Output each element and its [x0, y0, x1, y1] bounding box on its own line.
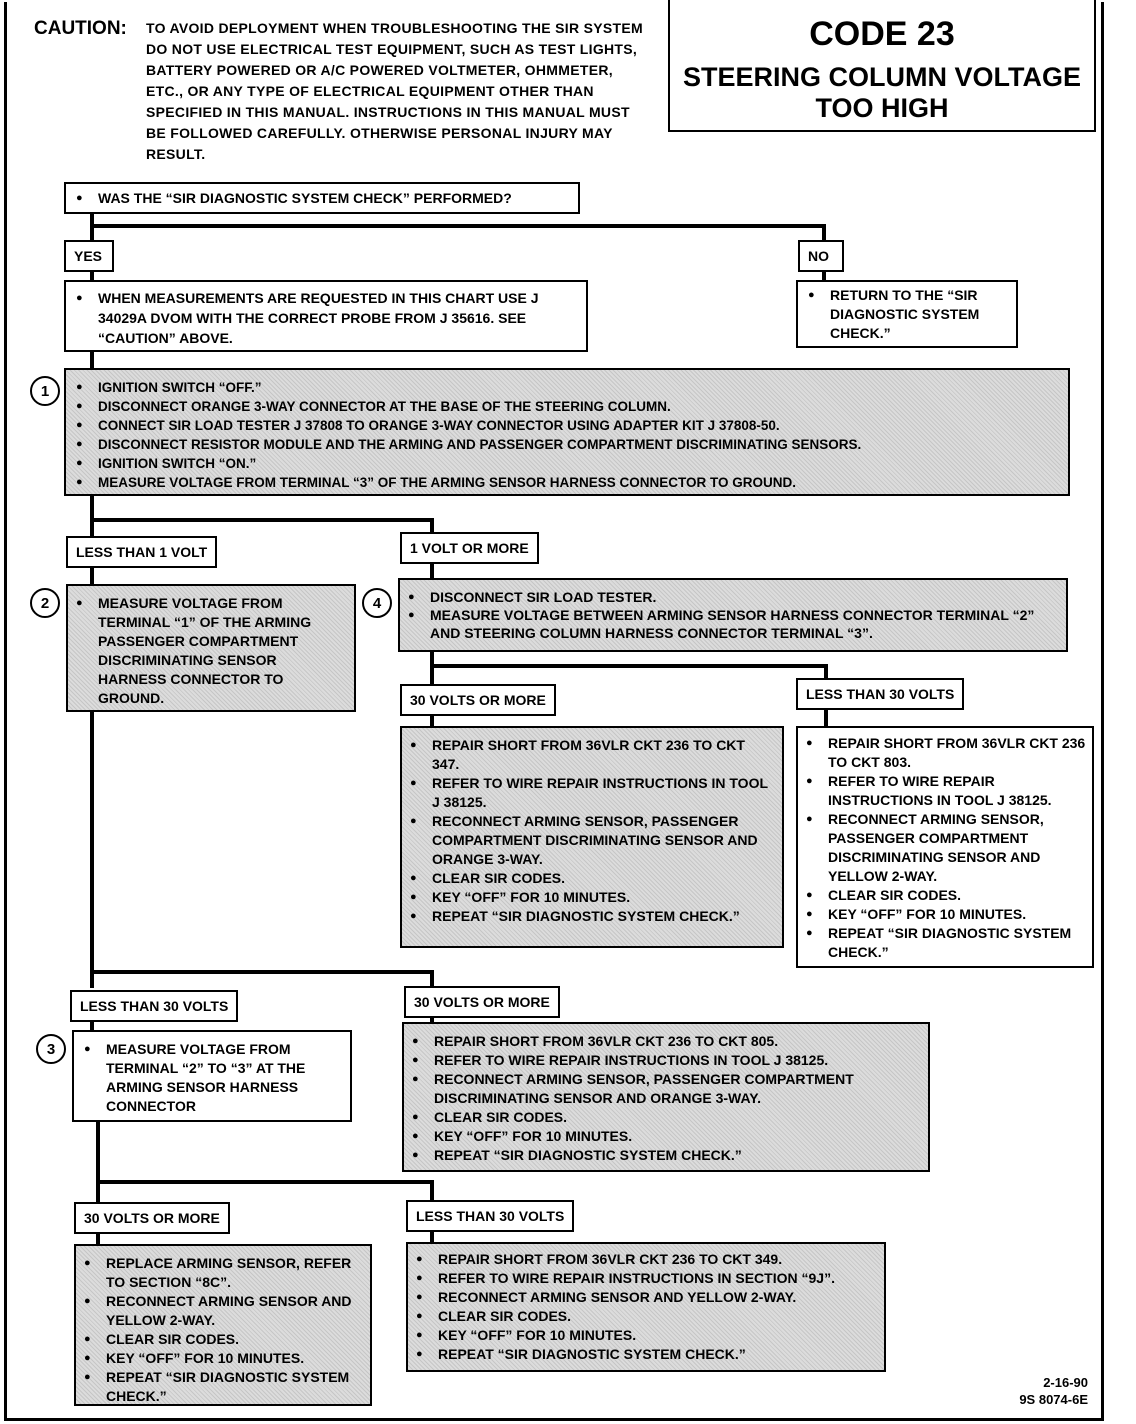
step-1-box: [64, 368, 1070, 496]
repair-item: ● KEY “OFF” FOR 10 MINUTES.: [408, 888, 776, 907]
step-3-low-voltage-repair-box: [406, 1242, 886, 1372]
repair-item: ● REPAIR SHORT FROM 36VLR CKT 236 TO CKT 805.: [410, 1032, 922, 1051]
repair-item: ● KEY “OFF” FOR 10 MINUTES.: [804, 905, 1086, 924]
repair-item: ● CLEAR SIR CODES.: [414, 1307, 878, 1326]
repair-item: ● RECONNECT ARMING SENSOR, PASSENGER COMPARTMENT DISCRIMINATING SENSOR AND ORANGE 3-WAY.: [408, 812, 776, 869]
repair-item: ● REPLACE ARMING SENSOR, REFER TO SECTION “8C”.: [82, 1254, 364, 1292]
label-1-volt-or-more: 1 VOLT OR MORE: [400, 532, 539, 564]
step-1-item: ● MEASURE VOLTAGE FROM TERMINAL “3” OF THE ARMING SENSOR HARNESS CONNECTOR TO GROUND.: [74, 473, 1060, 492]
repair-item: ● REPEAT “SIR DIAGNOSTIC SYSTEM CHECK.”: [82, 1368, 364, 1406]
repair-item: ● REPEAT “SIR DIAGNOSTIC SYSTEM CHECK.”: [408, 907, 776, 926]
repair-item: ● KEY “OFF” FOR 10 MINUTES.: [414, 1326, 878, 1345]
repair-item: ● CLEAR SIR CODES.: [410, 1108, 922, 1127]
repair-item: ● CLEAR SIR CODES.: [804, 886, 1086, 905]
repair-item: ● RECONNECT ARMING SENSOR AND YELLOW 2-WAY.: [82, 1292, 364, 1330]
repair-item: ● REPEAT “SIR DIAGNOSTIC SYSTEM CHECK.”: [414, 1345, 878, 1364]
label-yes: YES: [64, 240, 114, 272]
connector-line: [430, 664, 828, 668]
connector-line: [96, 1122, 100, 1204]
label-step2-less-than-30-volts: LESS THAN 30 VOLTS: [70, 990, 238, 1022]
step-1-item: ● DISCONNECT RESISTOR MODULE AND THE ARMING AND PASSENGER COMPARTMENT DISCRIMINATING SENSORS.: [74, 435, 1060, 454]
title-line-1: STEERING COLUMN VOLTAGE: [683, 62, 1081, 92]
step-1-marker: 1: [30, 376, 60, 406]
step-2-high-voltage-repair-box: [402, 1022, 930, 1172]
repair-item: ● REPEAT “SIR DIAGNOSTIC SYSTEM CHECK.”: [410, 1146, 922, 1165]
title-box: [668, 0, 1096, 132]
label-step2-30-volts-or-more: 30 VOLTS OR MORE: [404, 986, 560, 1018]
connector-line: [90, 712, 94, 988]
connector-line: [90, 350, 94, 370]
connector-line: [90, 970, 434, 974]
repair-item: ● REFER TO WIRE REPAIR INSTRUCTIONS IN TOOL J 38125.: [410, 1051, 922, 1070]
step-3-high-voltage-repair-box: [74, 1244, 372, 1406]
step-1-item: ● IGNITION SWITCH “OFF.”: [74, 378, 1060, 397]
step-4-item: ● MEASURE VOLTAGE BETWEEN ARMING SENSOR HARNESS CONNECTOR TERMINAL “2” AND STEERING COLUMN HARNESS CONNECTOR TERMINAL “3”.: [406, 606, 1060, 642]
repair-item: ● CLEAR SIR CODES.: [82, 1330, 364, 1349]
step-3-marker: 3: [36, 1034, 66, 1064]
step-3-text: ● MEASURE VOLTAGE FROM TERMINAL “2” TO “3” AT THE ARMING SENSOR HARNESS CONNECTOR: [82, 1040, 342, 1116]
repair-item: ● RECONNECT ARMING SENSOR, PASSENGER COMPARTMENT DISCRIMINATING SENSOR AND YELLOW 2-WAY.: [804, 810, 1086, 886]
step-4-box: [398, 578, 1068, 652]
repair-item: ● REPAIR SHORT FROM 36VLR CKT 236 TO CKT 347.: [408, 736, 776, 774]
step-2-marker: 2: [30, 588, 60, 618]
footer: [1019, 1374, 1088, 1408]
label-less-than-1-volt: LESS THAN 1 VOLT: [66, 536, 217, 568]
connector-line: [90, 518, 434, 522]
step-1-item: ● IGNITION SWITCH “ON.”: [74, 454, 1060, 473]
step-1-item: ● DISCONNECT ORANGE 3-WAY CONNECTOR AT THE BASE OF THE STEERING COLUMN.: [74, 397, 1060, 416]
step-3-box: [72, 1030, 352, 1122]
label-step3-30-volts-or-more: 30 VOLTS OR MORE: [74, 1202, 230, 1234]
repair-item: ● REPAIR SHORT FROM 36VLR CKT 236 TO CKT 349.: [414, 1250, 878, 1269]
connector-line: [90, 566, 94, 586]
caution-text: TO AVOID DEPLOYMENT WHEN TROUBLESHOOTING THE SIR SYSTEM DO NOT USE ELECTRICAL TEST EQUIPMENT, SUCH AS TEST LIGHTS, BATTERY POWERED OR A/C POWERED VOLTMETER, OHMMETER, ETC., OR ANY TYPE OF ELECTRICAL EQUIPMENT OTHER THAN SPECIFIED IN THIS MANUAL. INSTRUCTIONS IN THIS MANUAL MUST BE FOLLOWED CAREFULLY. OTHERWISE PERSONAL INJURY MAY RESULT.: [146, 20, 643, 162]
question-text: ● WAS THE “SIR DIAGNOSTIC SYSTEM CHECK” PERFORMED?: [74, 189, 570, 208]
repair-item: ● RECONNECT ARMING SENSOR, PASSENGER COMPARTMENT DISCRIMINATING SENSOR AND ORANGE 3-WAY.: [410, 1070, 922, 1108]
connector-line: [430, 650, 434, 686]
connector-line: [824, 708, 828, 728]
no-instruction-box: [796, 280, 1018, 348]
label-step3-less-than-30-volts: LESS THAN 30 VOLTS: [406, 1200, 574, 1232]
label-no: NO: [798, 240, 844, 272]
question-box: [64, 182, 580, 214]
repair-item: ● REFER TO WIRE REPAIR INSTRUCTIONS IN SECTION “9J”.: [414, 1269, 878, 1288]
repair-item: ● REFER TO WIRE REPAIR INSTRUCTIONS IN TOOL J 38125.: [408, 774, 776, 812]
repair-item: ● REPAIR SHORT FROM 36VLR CKT 236 TO CKT 803.: [804, 734, 1086, 772]
no-instruction-text: ● RETURN TO THE “SIR DIAGNOSTIC SYSTEM CHECK.”: [806, 286, 1008, 343]
connector-line: [90, 494, 94, 538]
label-step4-30-volts-or-more: 30 VOLTS OR MORE: [400, 684, 556, 716]
connector-line: [430, 1180, 434, 1202]
repair-item: ● KEY “OFF” FOR 10 MINUTES.: [82, 1349, 364, 1368]
repair-item: ● KEY “OFF” FOR 10 MINUTES.: [410, 1127, 922, 1146]
step-4-item: ● DISCONNECT SIR LOAD TESTER.: [406, 588, 1060, 606]
caution-label: CAUTION:: [34, 18, 127, 39]
yes-instruction-box: [64, 280, 588, 352]
step-4-marker: 4: [362, 588, 392, 618]
connector-line: [96, 1180, 434, 1184]
step-4-low-voltage-repair-box: [796, 726, 1094, 968]
step-2-box: [66, 584, 356, 712]
step-4-high-voltage-repair-box: [400, 726, 784, 948]
repair-item: ● REPEAT “SIR DIAGNOSTIC SYSTEM CHECK.”: [804, 924, 1086, 962]
code-number: CODE 23: [809, 15, 955, 53]
step-2-text: ● MEASURE VOLTAGE FROM TERMINAL “1” OF THE ARMING PASSENGER COMPARTMENT DISCRIMINATING SENSOR HARNESS CONNECTOR TO GROUND.: [74, 594, 348, 708]
repair-item: ● REFER TO WIRE REPAIR INSTRUCTIONS IN TOOL J 38125.: [804, 772, 1086, 810]
repair-item: ● CLEAR SIR CODES.: [408, 869, 776, 888]
connector-line: [90, 224, 826, 228]
footer-reference: 9S 8074-6E: [1019, 1392, 1088, 1407]
yes-instruction-text: ● WHEN MEASUREMENTS ARE REQUESTED IN THIS CHART USE J 34029A DVOM WITH THE CORRECT PROBE FROM J 35616. SEE “CAUTION” ABOVE.: [74, 288, 576, 348]
label-step4-less-than-30-volts: LESS THAN 30 VOLTS: [796, 678, 964, 710]
footer-date: 2-16-90: [1043, 1375, 1088, 1390]
title-line-2: TOO HIGH: [815, 93, 949, 123]
repair-item: ● RECONNECT ARMING SENSOR AND YELLOW 2-WAY.: [414, 1288, 878, 1307]
step-1-item: ● CONNECT SIR LOAD TESTER J 37808 TO ORANGE 3-WAY CONNECTOR USING ADAPTER KIT J 37808-50.: [74, 416, 1060, 435]
